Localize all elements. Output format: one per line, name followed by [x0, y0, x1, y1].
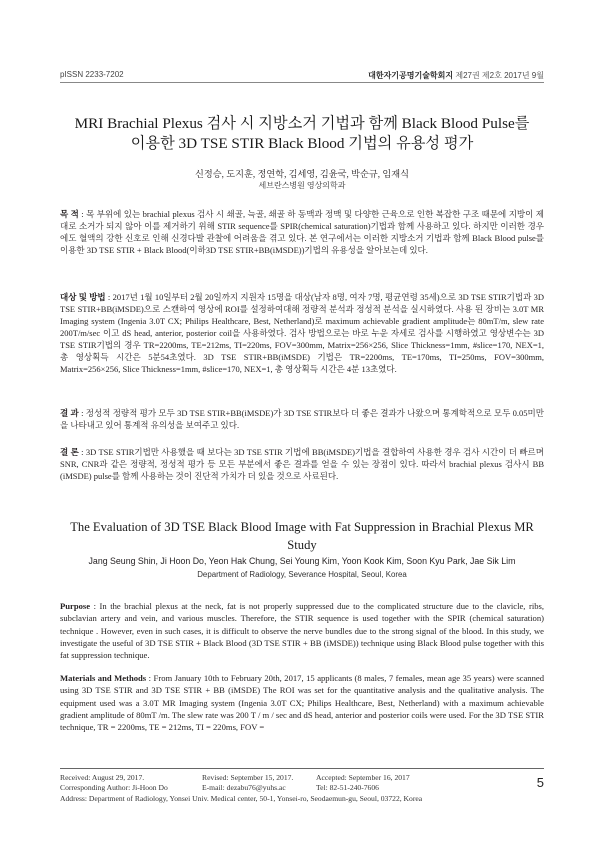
korean-methods-label: 대상 및 방법 — [60, 292, 106, 302]
english-purpose-section: Purpose : In the brachial plexus at the neck, fat is not properly suppressed due to the complicated structure due to the clavicle, ribs, subclavian artery and vein, and various muscles. Therefore, the STIR sequence is used together with the SPIR (chemical saturation) technique . However, even in such cases, it is difficult to observe the nerve bundles due to the strong signal of the blood. In this study, we investigate the useful of 3D TSE STIR + Black Blood (3D TSE STIR + BB (iMSDE)) technique using Black Blood pulse together with this fat suppression technique. — [60, 601, 544, 661]
author-address: Address: Department of Radiology, Yonsei Univ. Medical center, 50-1, Yonsei-ro, Seodaemun-gu, Seoul, 03722, Korea — [60, 793, 423, 803]
english-title-line-2: Study — [287, 538, 317, 552]
journal-issue: 제27권 제2호 2017년 9월 — [455, 71, 544, 80]
korean-purpose-section: 목 적 : 목 부위에 있는 brachial plexus 검사 시 쇄골, 늑골, 쇄골 하 동맥과 정맥 및 다양한 근육으로 인한 복잡한 구조 때문에 지방이 제대로 소거가 되지 않아 이를 제거하기 위해 STIR sequence를 SPIR(chemical saturation)기법과 함께 사용하고 있다. 하지만 이러한 경우에도 혈액의 강한 신호로 인해 신경다발 관찰에 어려움을 겪고 있다. 본 연구에서는 이러한 지방소거 기법과 함께 Black Blood pulse를 이용한 3D TSE STIR + Black Blood(이하3D TSE STIR+BB(iMSDE))기법의 유용성을 알아보는데 있다. — [60, 209, 544, 255]
footer-contact-row — [60, 783, 530, 793]
journal-name: 대한자기공명기술학회지 — [368, 71, 454, 80]
korean-title — [60, 114, 544, 154]
korean-results-text: 정성적 정량적 평가 모두 3D TSE STIR+BB(iMSDE)가 3D TSE STIR보다 더 좋은 결과가 나왔으며 통계학적으로 모두 0.05미만을 나타내고 있어 통계적 유의성을 보여주고 있다. — [60, 408, 544, 430]
journal-header — [368, 70, 544, 81]
korean-results-label: 결 과 — [60, 408, 79, 418]
author-email: E-mail: dezabu76@yuhs.ac — [202, 783, 286, 793]
footer-address-row — [60, 794, 530, 804]
header-rule — [60, 82, 544, 83]
korean-purpose-label: 목 적 — [60, 209, 79, 219]
footer-rule — [60, 768, 544, 769]
english-methods-text: From January 10th to February 20th, 2017, 15 applicants (8 males, 7 females, mean age 35 years) were scanned using 3D TSE STIR and 3D TSE STIR + BB (iMSDE) The ROI was set for the quantitative analysis and the qualitative analysis. The equipment used was a 3.0T MR Imaging system (Ingenia 3.0T CX; Philips Healthcare, Best, Netherland) with a maximum achievable gradient amplitude of 80mT /m. The slew rate was 200 T / m / sec and dS head, anterior and posterior coils were used. For the 3D TSE STIR technique, TR = 2200ms, TE = 212ms, TI = 220ms, FOV = — [60, 673, 545, 733]
author-tel: Tel: 82-51-240-7606 — [316, 783, 379, 793]
english-purpose-label: Purpose — [60, 601, 91, 611]
corresponding-author: Corresponding Author: Ji-Hoon Do — [60, 783, 168, 793]
korean-authors: 신정승, 도지훈, 정연학, 김세영, 김윤국, 박순규, 임재식 — [195, 169, 409, 179]
footer-dates-row — [60, 773, 530, 783]
english-affiliation: Department of Radiology, Severance Hospital, Seoul, Korea — [197, 570, 407, 579]
korean-methods-section: 대상 및 방법 : 2017년 1월 10일부터 2월 20일까지 지원자 15명을 대상(남자 8명, 여자 7명, 평균연령 35세)으로 3D TSE STIR기법과 3D TSE STIR+BB(iMSDE)으로 스캔하여 영상에 ROI를 설정하여대해 정량적 분석과 정성적 분석을 실시하였다. 사용 된 장비는 3.0T MR Imaging system (Ingenia 3.0T CX; Philips Healthcare, Best, Netherland)로 maximum achievable gradient amplitude는 80mT/m, slew rate 200T/m/sec 이고 dS head, anterior, posterior coil을 사용하였다. 검사 방법으로는 바로 누운 자세로 검사를 시행하였고 영상변수는 3D TSE STIR기법의 경우 TR=2200ms, TE=212ms, TI=220ms, FOV=300mm, Matrix=256×256, Slice Thickness=1mm, #slice=170, NEX=1, 총 영상획득 시간은 5분54초였다. 3D TSE STIR+BB(iMSDE) 기법은 TR=2200ms, TE=170ms, TI=250ms, FOV=300mm, Matrix=256×256, Slice Thickness=1mm, #slice=170, NEX=1, 총 영상획득 시간은 4분 13초였다. — [60, 292, 544, 374]
korean-purpose-text: 목 부위에 있는 brachial plexus 검사 시 쇄골, 늑골, 쇄골 하 동맥과 정맥 및 다양한 근육으로 인한 복잡한 구조 때문에 지방이 제대로 소거가 되지 않아 이를 제거하기 위해 STIR sequence를 SPIR(chemical saturation)기법과 함께 사용하고 있다. 하지만 이러한 경우에도 혈액의 강한 신호로 인해 신경다발 관찰에 어려움을 겪고 있다. 본 연구에서는 이러한 지방소거 기법과 함께 Black Blood pulse를 이용한 3D TSE STIR + Black Blood(이하3D TSE STIR+BB(iMSDE))기법의 유용성을 알아보는데 있다. — [60, 209, 544, 255]
korean-results-section: 결 과 : 정성적 정량적 평가 모두 3D TSE STIR+BB(iMSDE)가 3D TSE STIR보다 더 좋은 결과가 나왔으며 통계학적으로 모두 0.05미만을 나타내고 있어 통계적 유의성을 보여주고 있다. — [60, 408, 544, 430]
korean-title-line-1: MRI Brachial Plexus 검사 시 지방소거 기법과 함께 Black Blood Pulse를 — [74, 115, 530, 132]
english-methods-label: Materials and Methods — [60, 673, 147, 683]
korean-methods-text: 2017년 1월 10일부터 2월 20일까지 지원자 15명을 대상(남자 8명, 여자 7명, 평균연령 35세)으로 3D TSE STIR기법과 3D TSE STIR+BB(iMSDE)으로 스캔하여 영상에 ROI를 설정하여대해 정량적 분석과 정성적 분석을 실시하였다. 사용 된 장비는 3.0T MR Imaging system (Ingenia 3.0T CX; Philips Healthcare, Best, Netherland)로 maximum achievable gradient amplitude는 80mT/m, slew rate 200T/m/sec 이고 dS head, anterior, posterior coil을 사용하였다. 검사 방법으로는 바로 누운 자세로 검사를 시행하였고 영상변수는 3D TSE STIR기법의 경우 TR=2200ms, TE=212ms, TI=220ms, FOV=300mm, Matrix=256×256, Slice Thickness=1mm, #slice=170, NEX=1, 총 영상획득 시간은 5분54초였다. 3D TSE STIR+BB(iMSDE) 기법은 TR=2200ms, TE=170ms, TI=250ms, FOV=300mm, Matrix=256×256, Slice Thickness=1mm, #slice=170, NEX=1, 총 영상획득 시간은 4분 13초였다. — [60, 292, 544, 374]
english-title — [60, 518, 544, 554]
issn-label: pISSN 2233-7202 — [60, 70, 124, 79]
english-methods-section: Materials and Methods : From January 10th to February 20th, 2017, 15 applicants (8 males, 7 females, mean age 35 years) were scanned using 3D TSE STIR and 3D TSE STIR + BB (iMSDE) The ROI was set for the quantitative analysis and the qualitative analysis. The equipment used was a 3.0T MR Imaging system (Ingenia 3.0T CX; Philips Healthcare, Best, Netherland) with a maximum achievable gradient amplitude of 80mT /m. The slew rate was 200 T / m / sec and dS head, anterior and posterior coils were used. For the 3D TSE STIR technique, TR = 2200ms, TE = 212ms, TI = 220ms, FOV = — [60, 673, 545, 733]
korean-conclusion-text: 3D TSE STIR기법만 사용했을 때 보다는 3D TSE STIR 기법에 BB(iMSDE)기법을 결합하여 사용한 경우 검사 시간이 더 빠르며 SNR, CNR과 같은 정량적, 정성적 평가 등 모든 부분에서 좋은 결과를 얻을 수 있는 장점이 있다. 따라서 brachial plexus 검사시 BB (iMSDE) pulse를 함께 사용하는 것이 진단적 가치가 더 있을 것으로 사료된다. — [60, 447, 544, 481]
korean-conclusion-section: 결 론 : 3D TSE STIR기법만 사용했을 때 보다는 3D TSE STIR 기법에 BB(iMSDE)기법을 결합하여 사용한 경우 검사 시간이 더 빠르며 SNR, CNR과 같은 정량적, 정성적 평가 등 모든 부분에서 좋은 결과를 얻을 수 있는 장점이 있다. 따라서 brachial plexus 검사시 BB (iMSDE) pulse를 함께 사용하는 것이 진단적 가치가 더 있을 것으로 사료된다. — [60, 447, 544, 481]
revised-date: Revised: September 15, 2017. — [202, 773, 294, 782]
korean-affiliation: 세브란스병원 영상의학과 — [258, 181, 346, 190]
footer-notes — [60, 773, 530, 804]
accepted-date: Accepted: September 16, 2017 — [316, 773, 410, 782]
english-authors: Jang Seung Shin, Ji Hoon Do, Yeon Hak Chung, Sei Young Kim, Yoon Kook Kim, Soon Kyu Park, Jae Sik Lim — [88, 556, 516, 566]
korean-conclusion-label: 결 론 — [60, 447, 79, 457]
page-number: 5 — [536, 775, 544, 790]
english-title-line-1: The Evaluation of 3D TSE Black Blood Image with Fat Suppression in Brachial Plexus MR — [70, 520, 534, 534]
korean-title-line-2: 이용한 3D TSE STIR Black Blood 기법의 유용성 평가 — [130, 135, 474, 152]
english-purpose-text: In the brachial plexus at the neck, fat is not properly suppressed due to the complicated structure due to the clavicle, ribs, subclavian artery and vein, and various muscles. Therefore, the STIR sequence is used together with the SPIR (chemical saturation) technique . However, even in such cases, it is difficult to observe the nerve bundles due to the strong signal of the blood. In this study, we investigate the useful of 3D TSE STIR + Black Blood (3D TSE STIR + BB (iMSDE)) technique using Black Blood pulse together with this fat suppression technique. — [60, 601, 544, 661]
received-date: Received: August 29, 2017. — [60, 773, 145, 782]
